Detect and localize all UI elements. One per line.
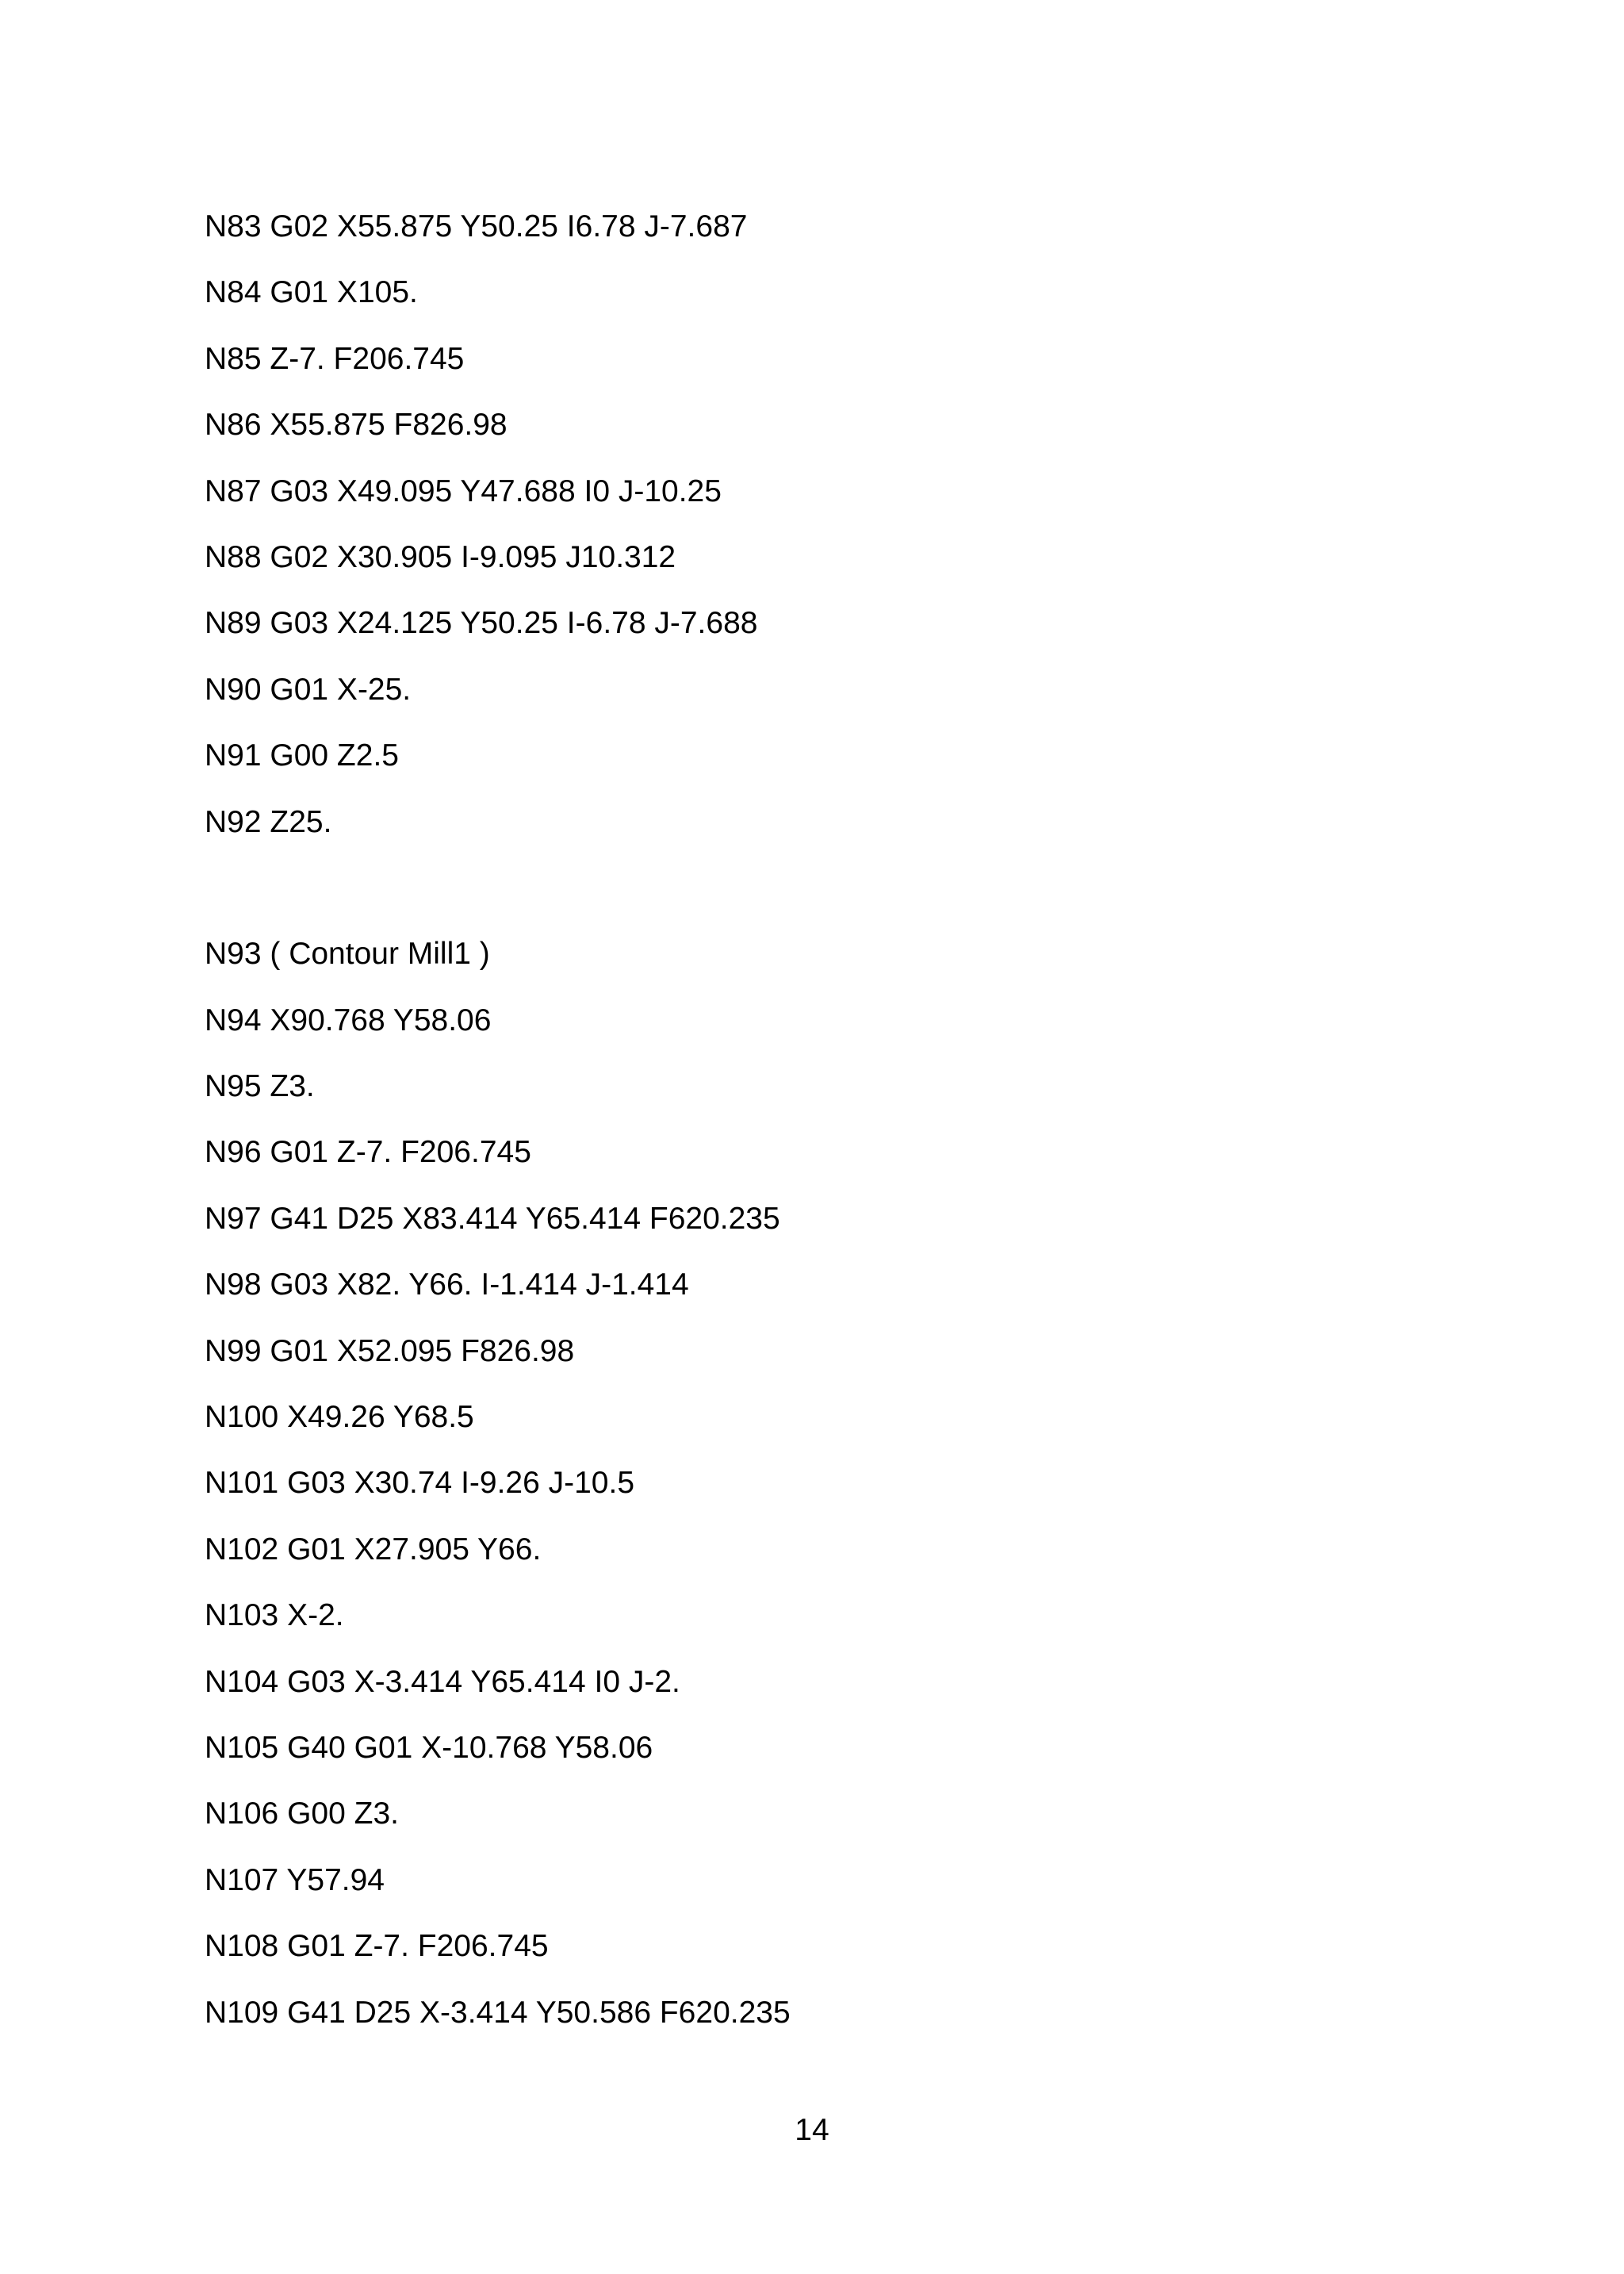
code-line: N99 G01 X52.095 F826.98 bbox=[205, 1333, 575, 1368]
code-line: N96 G01 Z-7. F206.745 bbox=[205, 1135, 531, 1170]
code-line: N84 G01 X105. bbox=[205, 275, 418, 310]
code-line: N97 G41 D25 X83.414 Y65.414 F620.235 bbox=[205, 1201, 780, 1236]
code-line: N95 Z3. bbox=[205, 1069, 315, 1104]
code-line: N87 G03 X49.095 Y47.688 I0 J-10.25 bbox=[205, 474, 722, 508]
code-line: N100 X49.26 Y68.5 bbox=[205, 1400, 474, 1435]
code-line: N94 X90.768 Y58.06 bbox=[205, 1003, 492, 1037]
blank-line bbox=[205, 865, 1394, 930]
page-number: 14 bbox=[795, 2113, 829, 2147]
code-line: N89 G03 X24.125 Y50.25 I-6.78 J-7.688 bbox=[205, 606, 758, 641]
gcode-listing bbox=[205, 203, 1394, 2055]
code-line: N91 G00 Z2.5 bbox=[205, 738, 399, 773]
code-line: N98 G03 X82. Y66. I-1.414 J-1.414 bbox=[205, 1267, 689, 1302]
code-line: N106 G00 Z3. bbox=[205, 1797, 399, 1831]
code-line: N101 G03 X30.74 I-9.26 J-10.5 bbox=[205, 1466, 635, 1501]
code-line: N107 Y57.94 bbox=[205, 1862, 385, 1897]
code-line: N85 Z-7. F206.745 bbox=[205, 341, 465, 376]
code-line: N109 G41 D25 X-3.414 Y50.586 F620.235 bbox=[205, 1995, 791, 2030]
code-line: N108 G01 Z-7. F206.745 bbox=[205, 1929, 549, 1964]
code-line: N83 G02 X55.875 Y50.25 I6.78 J-7.687 bbox=[205, 209, 748, 244]
code-line: N103 X-2. bbox=[205, 1598, 344, 1633]
code-line: N102 G01 X27.905 Y66. bbox=[205, 1532, 542, 1566]
code-line: N90 G01 X-25. bbox=[205, 672, 412, 707]
code-line: N105 G40 G01 X-10.768 Y58.06 bbox=[205, 1730, 653, 1765]
code-line: N104 G03 X-3.414 Y65.414 I0 J-2. bbox=[205, 1664, 680, 1699]
code-line: N88 G02 X30.905 I-9.095 J10.312 bbox=[205, 539, 676, 574]
section-heading-line: N93 ( Contour Mill1 ) bbox=[205, 937, 490, 972]
code-line: N92 Z25. bbox=[205, 804, 332, 839]
code-line: N86 X55.875 F826.98 bbox=[205, 408, 508, 443]
